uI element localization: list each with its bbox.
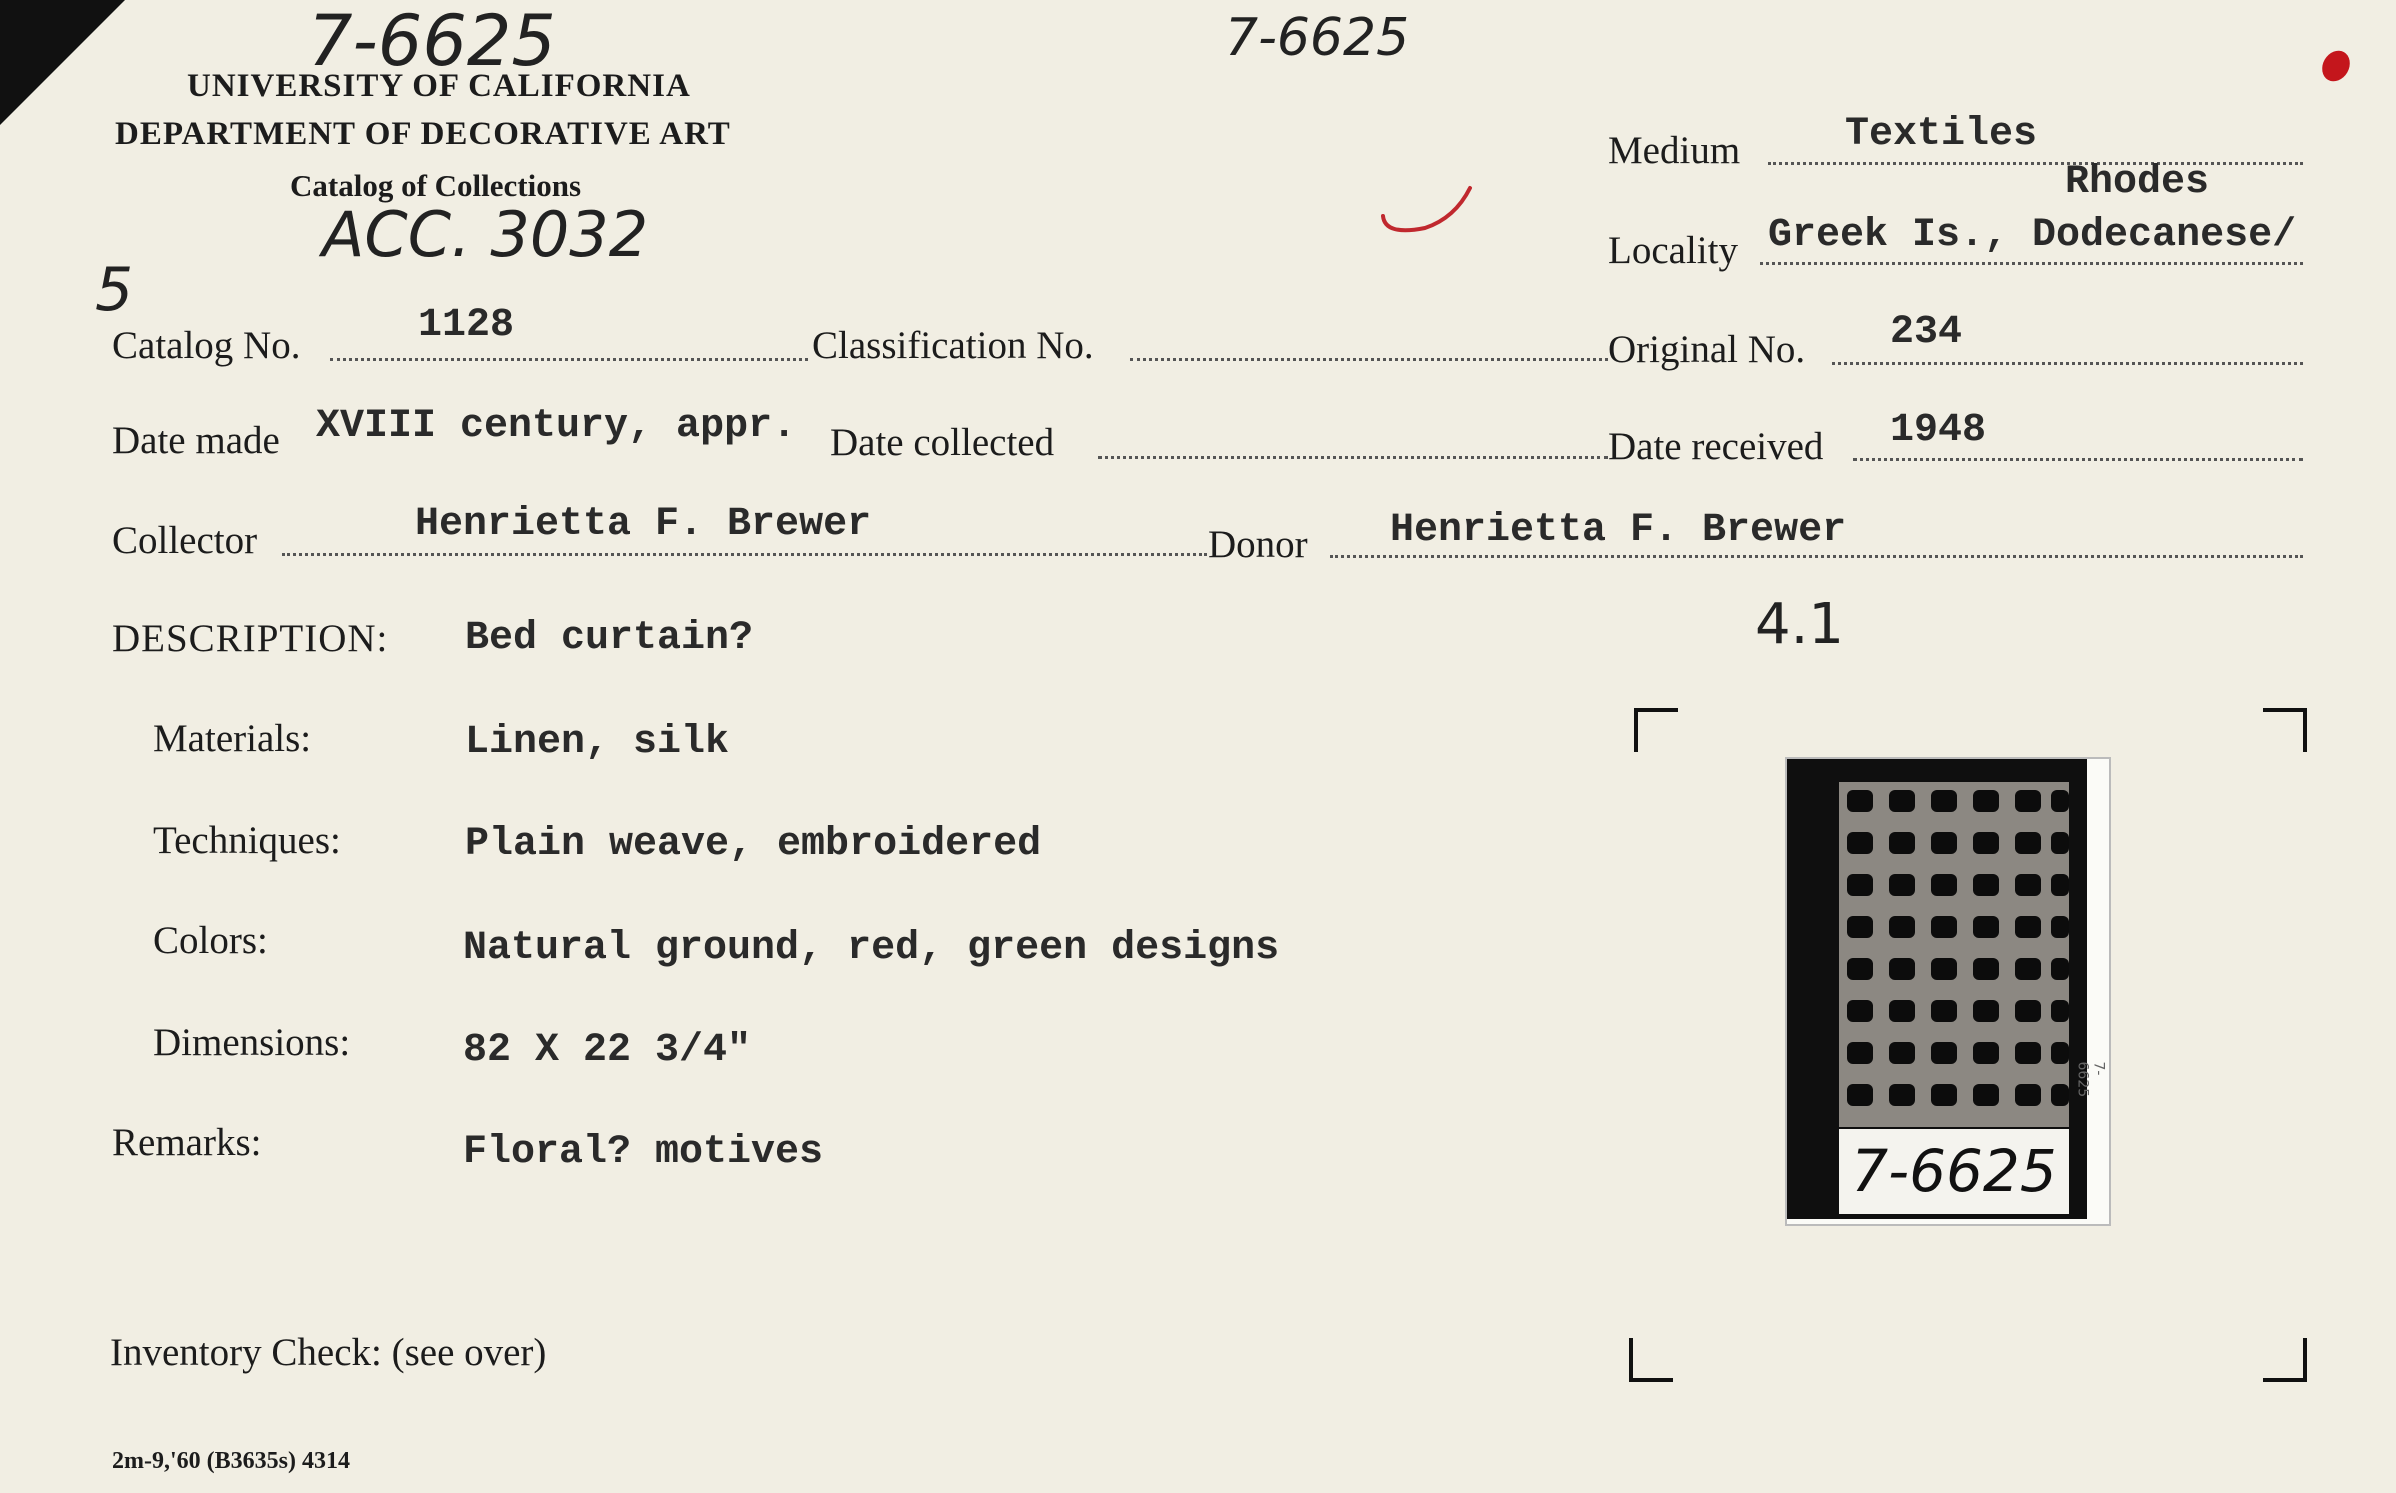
locality-value: Greek Is., Dodecanese/ [1768, 213, 2297, 258]
colors-label: Colors: [153, 919, 268, 962]
colors-value: Natural ground, red, green designs [463, 926, 1280, 971]
photo-bracket-top-right [2263, 708, 2307, 752]
locality-dots [1760, 262, 2303, 265]
materials-value: Linen, silk [465, 720, 730, 765]
red-dot-mark [2317, 46, 2356, 87]
photo-handwritten-ref: 4.1 [1755, 592, 1845, 657]
dimensions-label: Dimensions: [153, 1021, 351, 1064]
department-heading: DEPARTMENT OF DECORATIVE ART [115, 116, 731, 152]
photo-bracket-bottom-left [1629, 1338, 1673, 1382]
materials-label: Materials: [153, 717, 312, 760]
techniques-value: Plain weave, embroidered [465, 822, 1042, 867]
description-value: Bed curtain? [465, 616, 754, 661]
textile-swatch-image [1839, 782, 2069, 1127]
red-check-icon [1375, 180, 1475, 240]
locality-extra: Rhodes [2065, 160, 2210, 205]
collector-dots [282, 553, 1207, 556]
handwritten-top-number: 7-6625 [308, 0, 556, 82]
inventory-check: Inventory Check: (see over) [110, 1331, 547, 1374]
card-corner-cut [0, 0, 125, 125]
photo-tiny-number: 7-6625 [2074, 1061, 2107, 1098]
catalog-no-label: Catalog No. [112, 324, 301, 367]
catalog-no-dots [330, 358, 808, 361]
donor-dots [1330, 555, 2303, 558]
photo-number-label: 7-6625 [1839, 1129, 2069, 1214]
date-made-value: XVIII century, appr. [316, 404, 797, 449]
remarks-value: Floral? motives [463, 1130, 824, 1175]
university-heading: UNIVERSITY OF CALIFORNIA [187, 68, 691, 104]
original-no-value: 234 [1890, 310, 1963, 355]
date-collected-dots [1098, 456, 1608, 459]
date-received-dots [1853, 458, 2303, 461]
date-received-label: Date received [1608, 425, 1824, 468]
original-no-dots [1832, 362, 2303, 365]
techniques-label: Techniques: [153, 819, 341, 862]
description-label: DESCRIPTION: [112, 617, 389, 660]
dimensions-value: 82 X 22 3/4" [463, 1028, 752, 1073]
medium-dots [1768, 162, 2303, 165]
original-no-label: Original No. [1608, 328, 1806, 371]
classification-label: Classification No. [812, 324, 1094, 367]
textile-photo [1785, 757, 2111, 1226]
locality-label: Locality [1608, 229, 1738, 272]
catalog-title: Catalog of Collections [290, 168, 582, 203]
medium-label: Medium [1608, 129, 1741, 172]
remarks-label: Remarks: [112, 1121, 262, 1164]
classification-dots [1130, 358, 1608, 361]
collector-label: Collector [112, 519, 258, 562]
catalog-no-value: 1128 [418, 303, 515, 348]
date-received-value: 1948 [1890, 408, 1987, 453]
photo-bracket-top-left [1634, 708, 1678, 752]
date-collected-label: Date collected [830, 421, 1055, 464]
margin-mark: 5 [95, 255, 134, 325]
donor-label: Donor [1208, 523, 1308, 566]
accession-number: ACC. 3032 [322, 198, 649, 271]
date-made-label: Date made [112, 419, 280, 462]
donor-value: Henrietta F. Brewer [1390, 508, 1847, 553]
collector-value: Henrietta F. Brewer [415, 502, 872, 547]
handwritten-center-number: 7-6625 [1225, 8, 1410, 68]
print-code: 2m-9,'60 (B3635s) 4314 [112, 1448, 350, 1474]
photo-bracket-bottom-right [2263, 1338, 2307, 1382]
medium-value: Textiles [1845, 112, 2038, 157]
